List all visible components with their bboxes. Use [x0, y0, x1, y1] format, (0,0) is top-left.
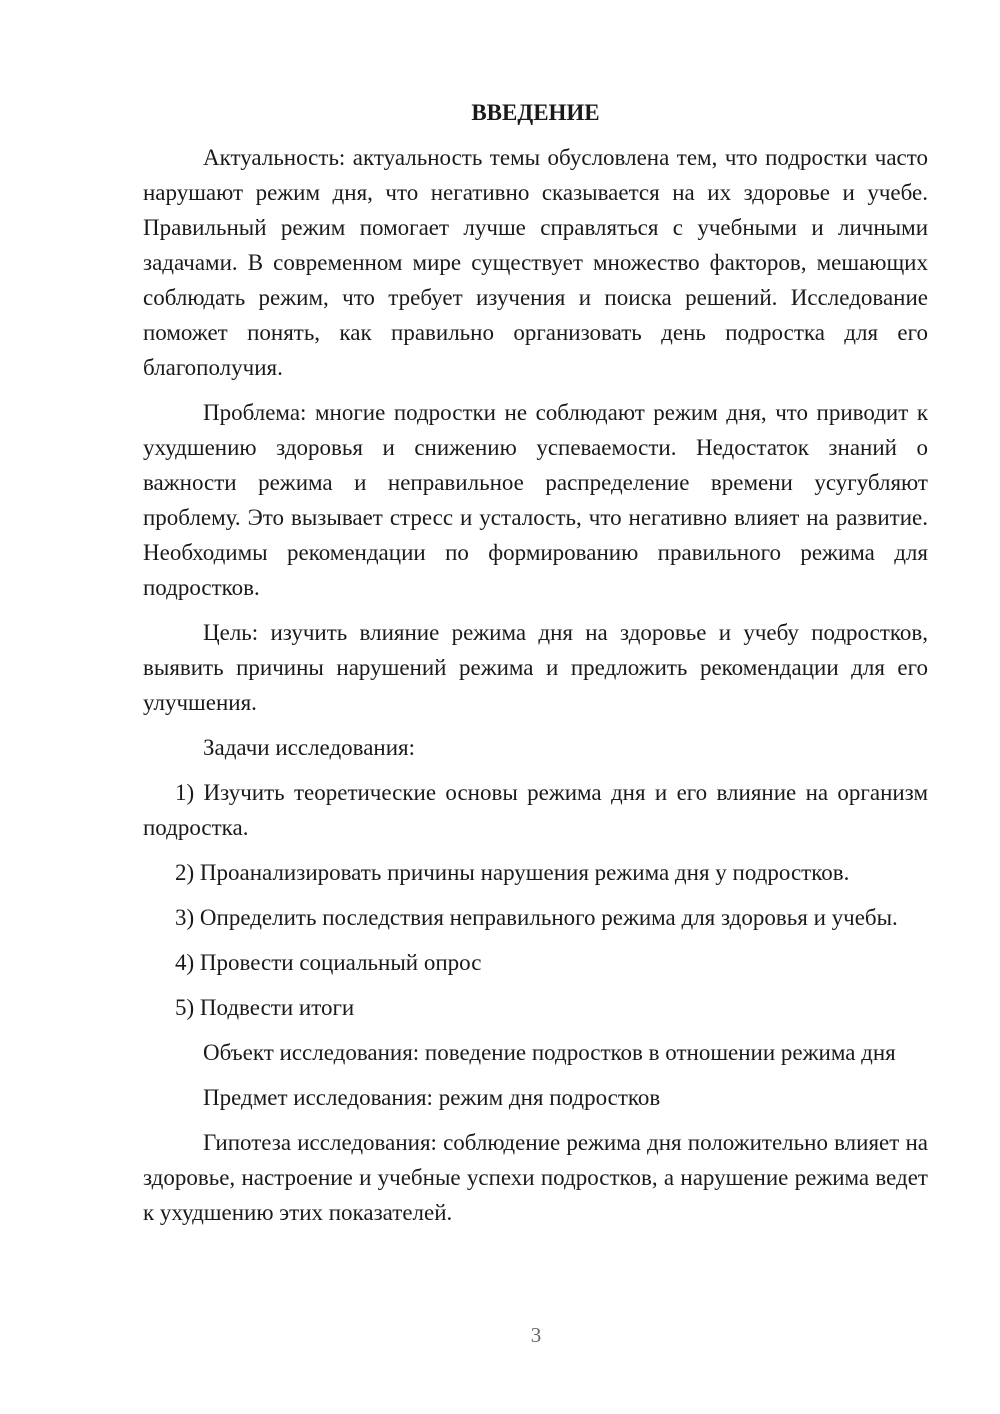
task-item-4: 4) Провести социальный опрос: [175, 950, 482, 975]
task-item-2: 2) Проанализировать причины нарушения режима дня у подростков.: [175, 860, 850, 885]
relevance-paragraph: Актуальность: актуальность темы обусловлена тем, что подростки часто нарушают режим дня, что негативно сказывается на их здоровье и учебе. Правильный режим помогает лучше справляться с учебными и личными задачами. В современном мире существует множество факторов, мешающих соблюдать режим, что требует изучения и поиска решений. Исследование поможет понять, как правильно организовать день подростка для его благополучия.: [143, 145, 928, 380]
task-item-3: 3) Определить последствия неправильного режима для здоровья и учебы.: [175, 905, 898, 930]
page-title: ВВЕДЕНИЕ: [471, 100, 600, 125]
document-page: [143, 95, 928, 1240]
tasks-heading: Задачи исследования:: [203, 735, 416, 760]
task-item-5: 5) Подвести итоги: [175, 995, 355, 1020]
object-paragraph: Объект исследования: поведение подростков в отношении режима дня: [203, 1040, 896, 1065]
page-number: 3: [530, 1323, 542, 1347]
problem-paragraph: Проблема: многие подростки не соблюдают режим дня, что приводит к ухудшению здоровья и снижению успеваемости. Недостаток знаний о важности режима и неправильное распределение времени усугубляют проблему. Это вызывает стресс и усталость, что негативно влияет на развитие. Необходимы рекомендации по формированию правильного режима для подростков.: [143, 400, 928, 600]
task-item-1: 1) Изучить теоретические основы режима дня и его влияние на организм подростка.: [143, 780, 928, 840]
goal-paragraph: Цель: изучить влияние режима дня на здоровье и учебу подростков, выявить причины нарушений режима и предложить рекомендации для его улучшения.: [143, 620, 928, 715]
hypothesis-paragraph: Гипотеза исследования: соблюдение режима дня положительно влияет на здоровье, настроение и учебные успехи подростков, а нарушение режима ведет к ухудшению этих показателей.: [143, 1130, 928, 1225]
subject-paragraph: Предмет исследования: режим дня подростков: [203, 1085, 661, 1110]
